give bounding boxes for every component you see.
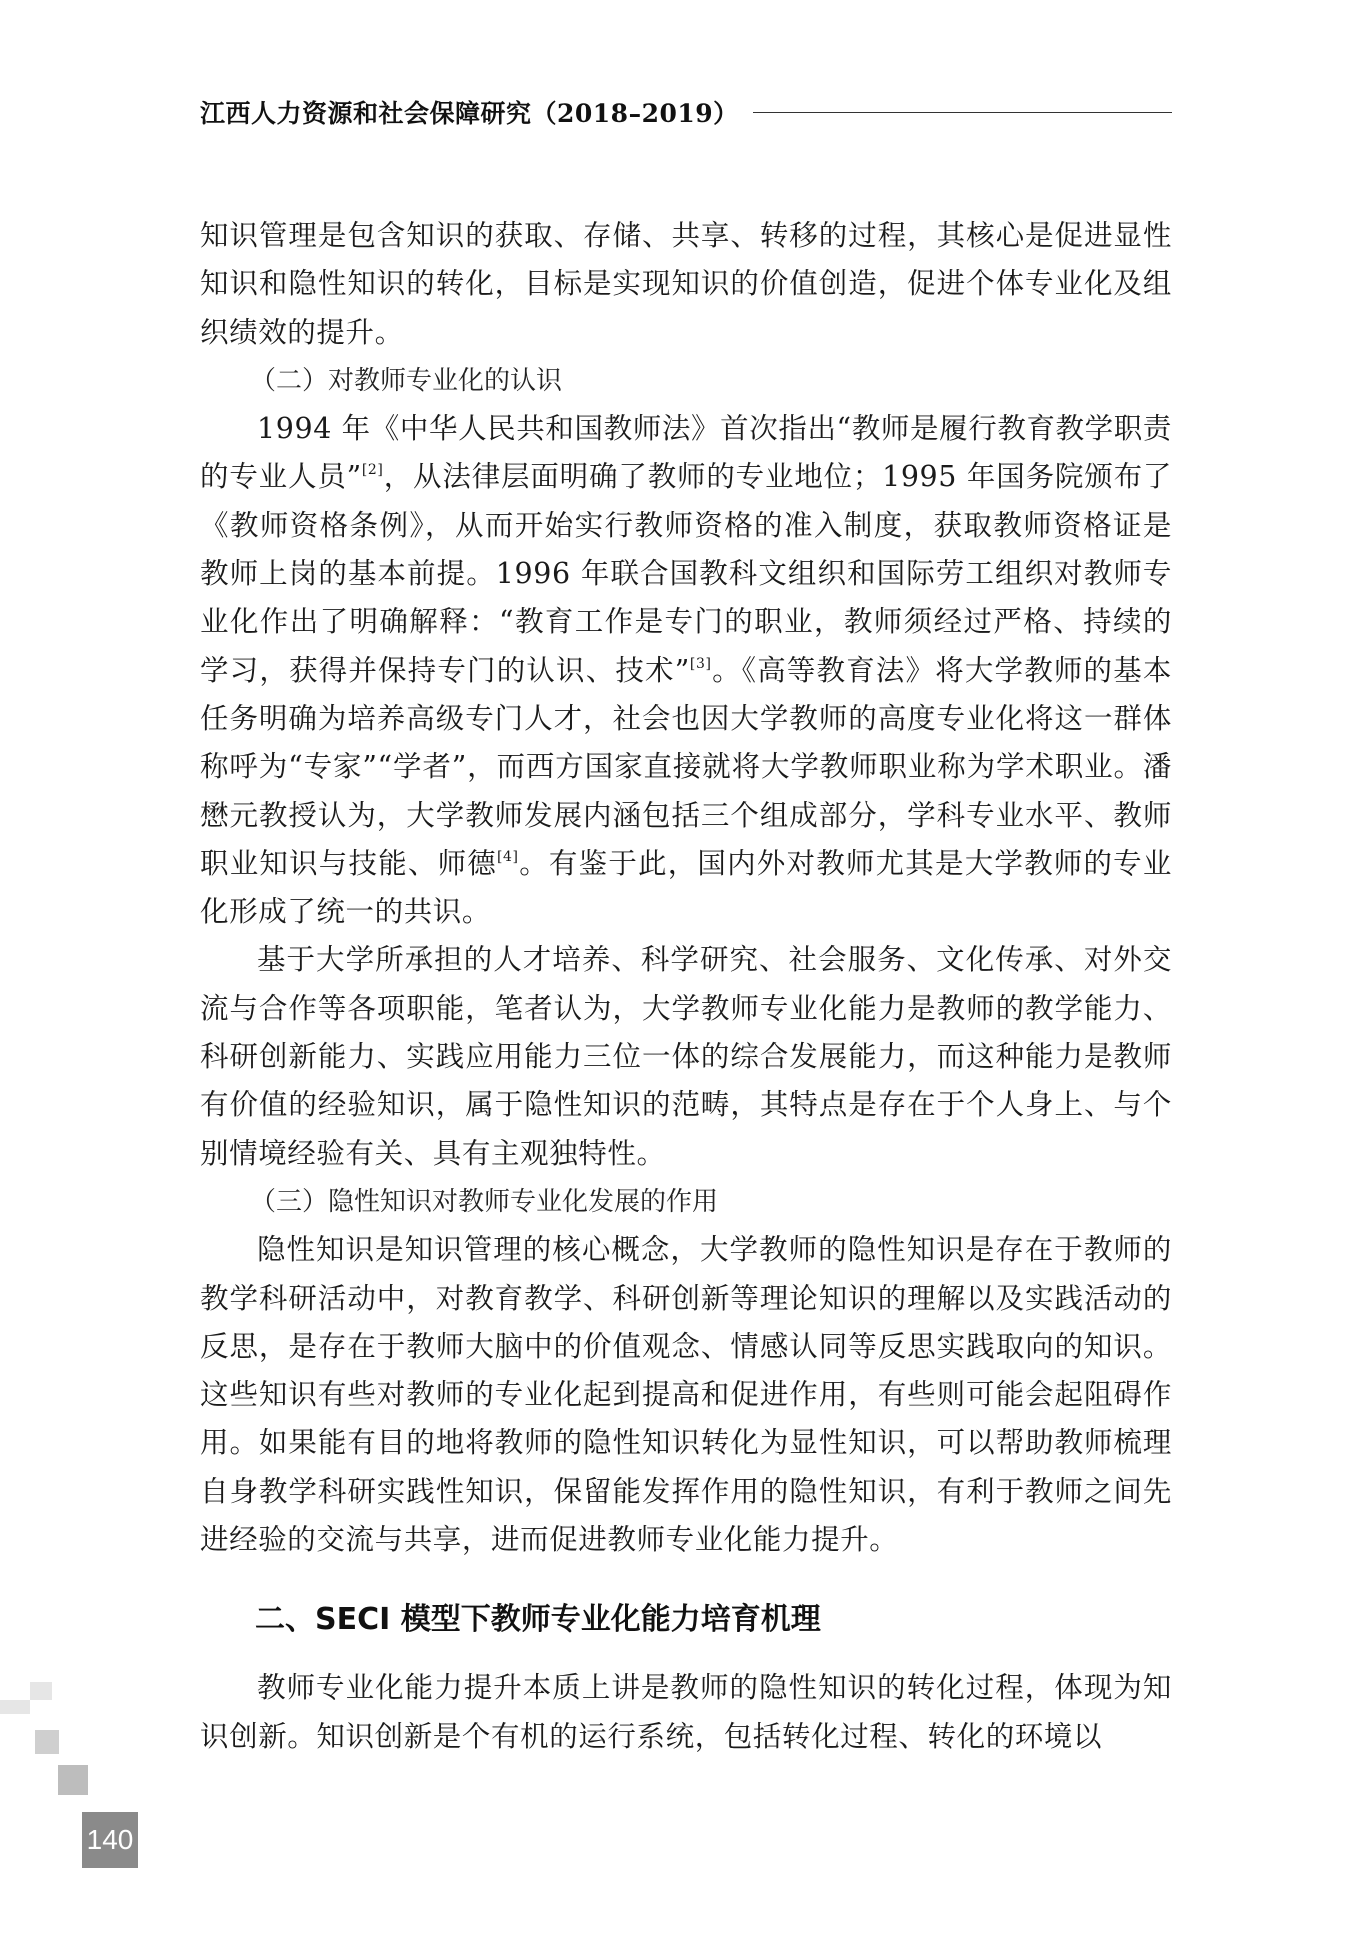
citation-4: [4] — [496, 848, 519, 865]
paragraph-5: 教师专业化能力提升本质上讲是教师的隐性知识的转化过程，体现为知识创新。知识创新是个有机的运行系统，包括转化过程、转化的环境以 — [200, 1671, 1172, 1753]
citation-2: [2] — [361, 462, 384, 479]
paragraph-2 — [200, 405, 1172, 936]
paragraph-1: 知识管理是包含知识的获取、存储、共享、转移的过程，其核心是促进显性知识和隐性知识的转化，目标是实现知识的价值创造，促进个体专业化及组织绩效的提升。 — [200, 219, 1172, 349]
page-body — [200, 212, 1172, 1761]
paragraph-2-part-a: 1994 年《中华人民共和国教师法》首次指出“教师是履行教育教学职责的专业人员” — [200, 412, 1172, 494]
decor-square-1 — [30, 1682, 52, 1700]
paragraph-2-part-d: 。有鉴于此，国内外对教师尤其是大学教师的专业化形成了统一的共识。 — [200, 846, 1172, 929]
book-title: 江西人力资源和社会保障研究（2018–2019） — [200, 99, 739, 128]
citation-3: [3] — [689, 655, 712, 672]
paragraph-3: 基于大学所承担的人才培养、科学研究、社会服务、文化传承、对外交流与合作等各项职能，笔者认为，大学教师专业化能力是教师的教学能力、科研创新能力、实践应用能力三位一体的综合发展能力，而这种能力是教师有价值的经验知识，属于隐性知识的范畴，其特点是存在于个人身上、与个别情境经验有关、具有主观独特性。 — [200, 943, 1172, 1170]
paragraph-4: 隐性知识是知识管理的核心概念，大学教师的隐性知识是存在于教师的教学科研活动中，对教育教学、科研创新等理论知识的理解以及实践活动的反思，是存在于教师大脑中的价值观念、情感认同等反思实践取向的知识。这些知识有些对教师的专业化起到提高和促进作用，有些则可能会起阻碍作用。如果能有目的地将教师的隐性知识转化为显性知识，可以帮助教师梳理自身教学科研实践性知识，保留能发挥作用的隐性知识，有利于教师之间先进经验的交流与共享，进而促进教师专业化能力提升。 — [200, 1233, 1172, 1557]
page-number: 140 — [82, 1812, 138, 1868]
subheading-2: （二）对教师专业化的认识 — [250, 365, 563, 396]
paragraph-2-part-b: ，从法律层面明确了教师的专业地位；1995 年国务院颁布了《教师资格条例》，从而开始实行教师资格的准入制度，获取教师资格证是教师上岗的基本前提。1996 年联合国教科文组织和国际劳工组织对教师专业化作出了明确解释：“教育工作是专门的职业，教师须经过严格、持续的学习，获得并保持专门的认识、技术” — [200, 460, 1172, 687]
decor-square-3 — [35, 1730, 59, 1754]
decor-square-4 — [58, 1765, 88, 1795]
decor-square-2 — [0, 1700, 30, 1714]
header-rule — [753, 112, 1172, 113]
subheading-3: （三）隐性知识对教师专业化发展的作用 — [250, 1186, 719, 1217]
paragraph-2-part-c: 。《高等教育法》将大学教师的基本任务明确为培养高级专门人才，社会也因大学教师的高度专业化将这一群体称呼为“专家”“学者”，而西方国家直接就将大学教师职业称为学术职业。潘懋元教授认为，大学教师发展内涵包括三个组成部分，学科专业水平、教师职业知识与技能、师德 — [200, 653, 1172, 880]
section-heading: 二、SECI 模型下教师专业化能力培育机理 — [255, 1602, 821, 1638]
running-header — [200, 92, 1172, 132]
